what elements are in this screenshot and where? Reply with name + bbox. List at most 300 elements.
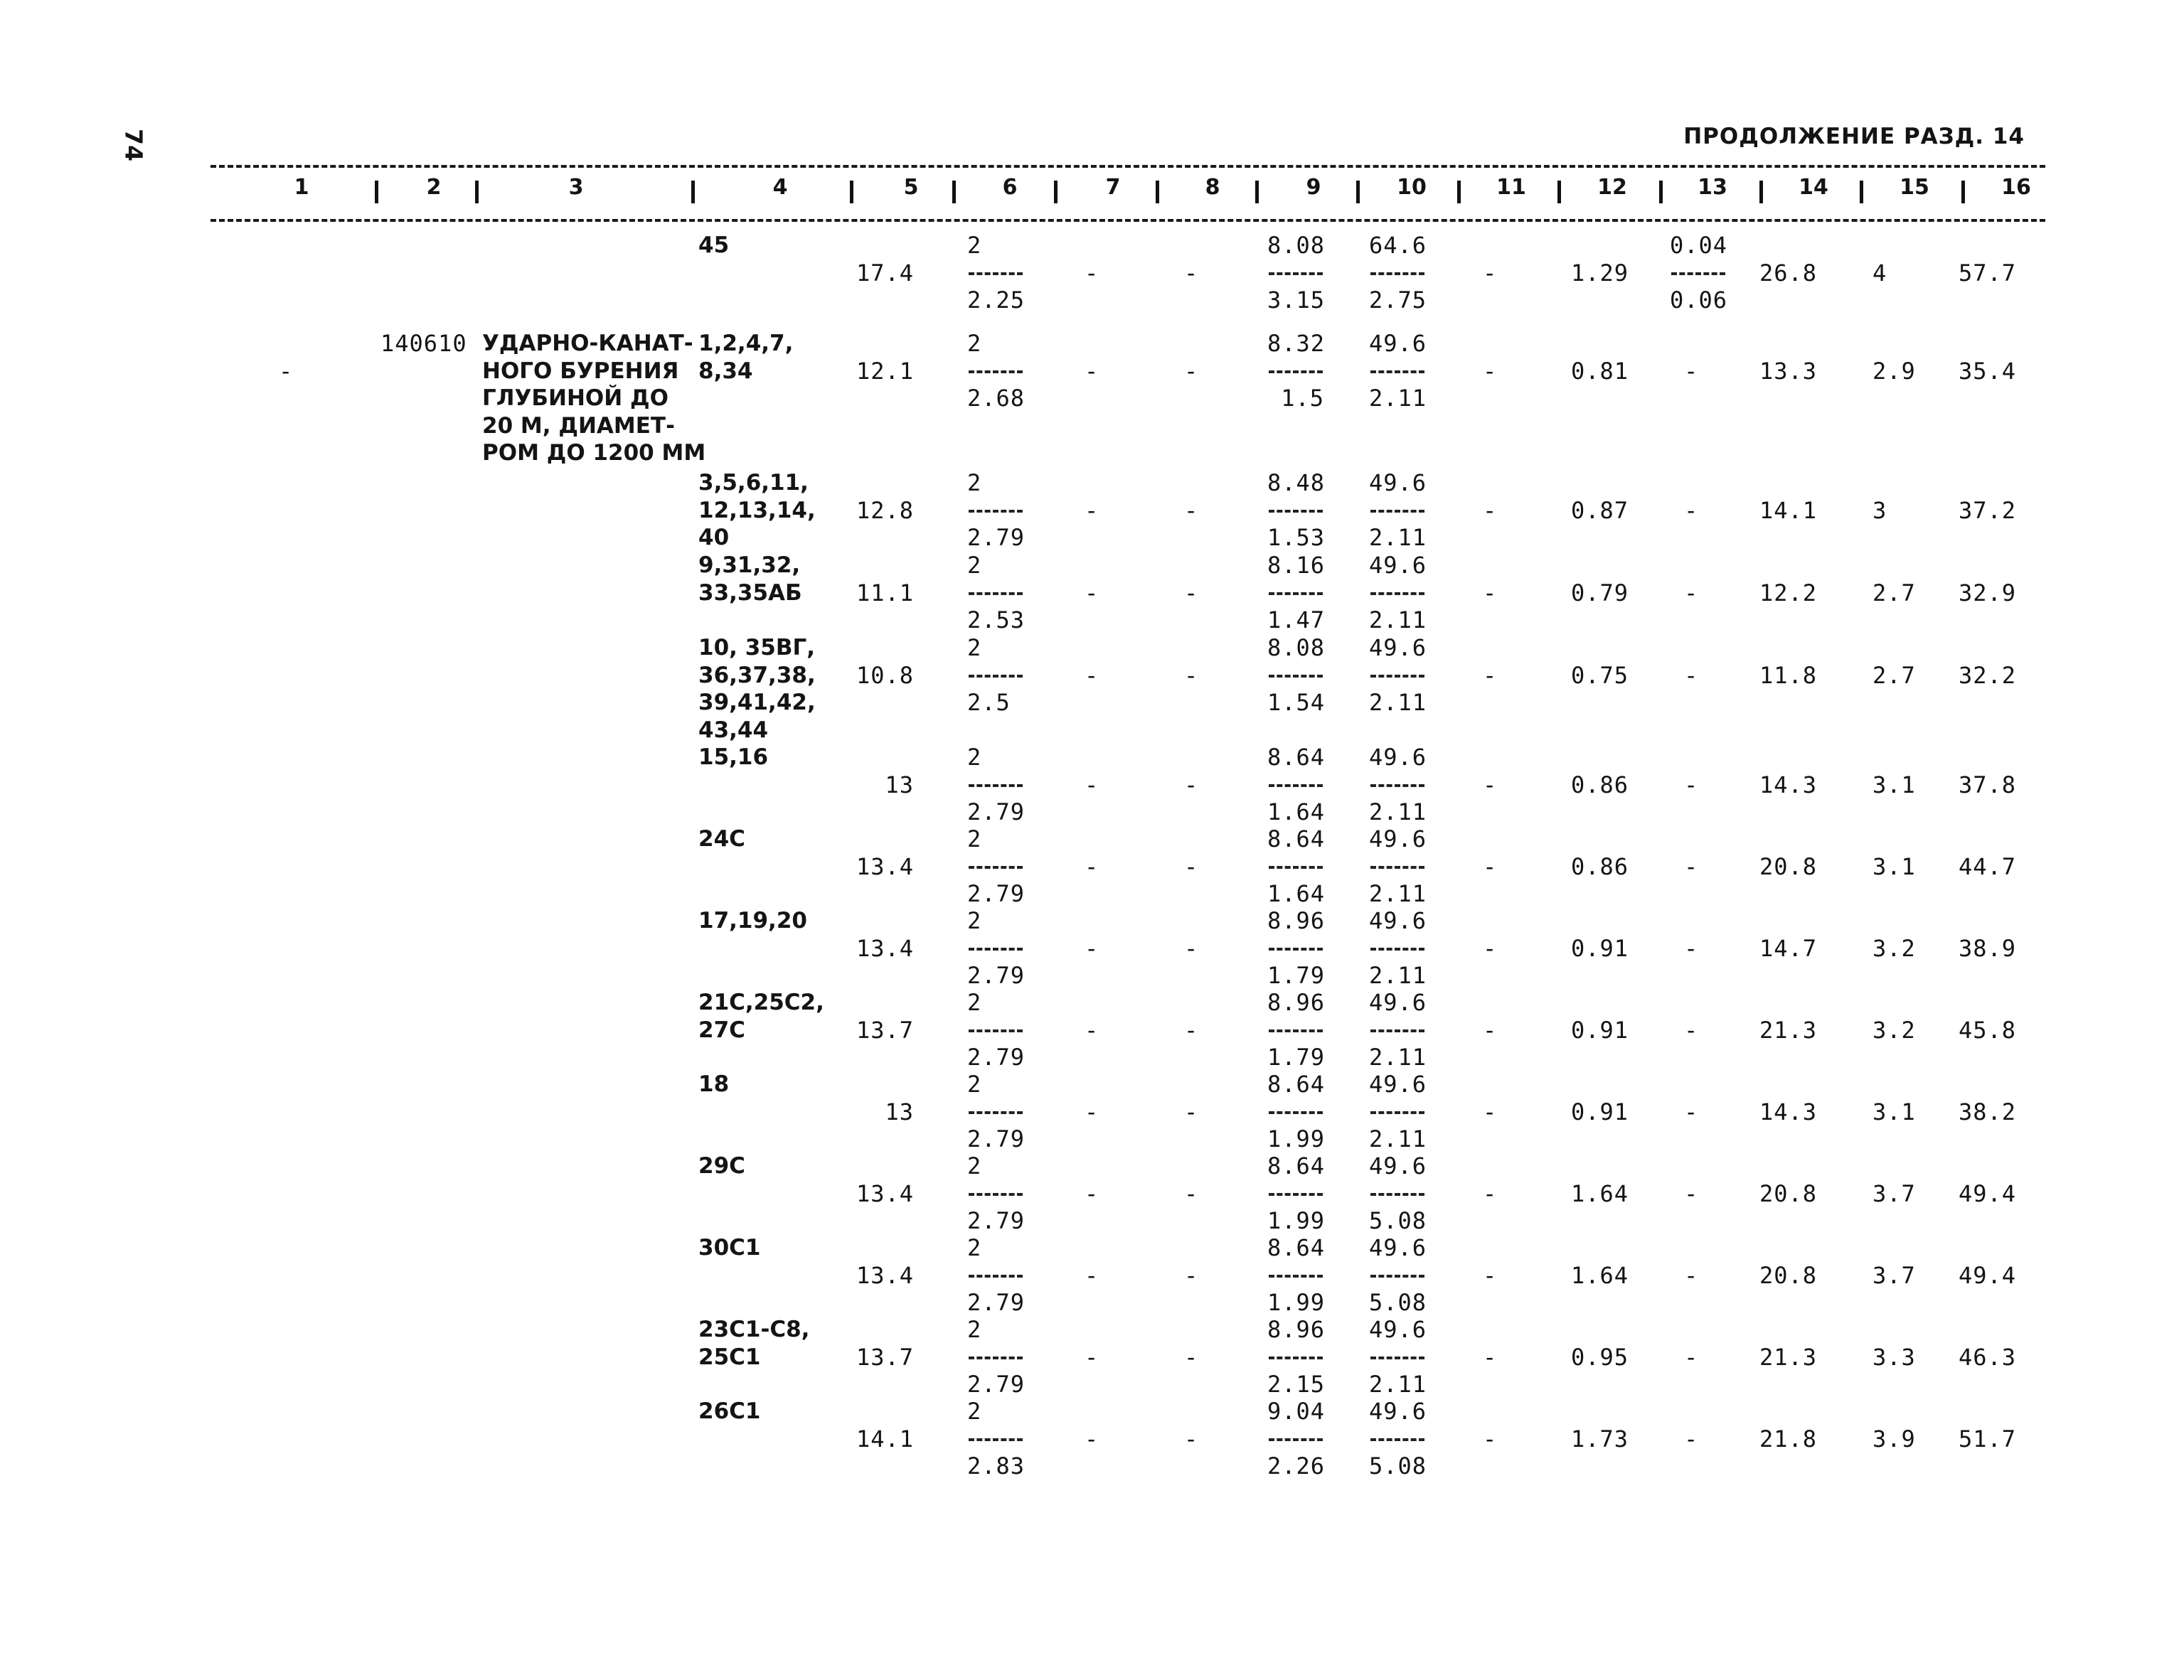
col5-value: 13.4 bbox=[856, 852, 914, 880]
col8-value: - bbox=[1184, 1343, 1199, 1371]
fraction-bar bbox=[1369, 260, 1426, 287]
col10-fraction-numerator: 49.6 bbox=[1369, 330, 1427, 357]
fraction-bar bbox=[1267, 853, 1324, 881]
fraction-bar bbox=[967, 853, 1024, 881]
col6-fraction bbox=[967, 1398, 1024, 1480]
col9-fraction-denominator: 1.64 bbox=[1267, 880, 1326, 908]
col10-fraction-denominator: 5.08 bbox=[1369, 1207, 1427, 1235]
col7-value: - bbox=[1085, 357, 1099, 385]
col9-fraction-denominator: 1.5 bbox=[1281, 385, 1324, 412]
col10-fraction-numerator: 49.6 bbox=[1369, 1234, 1427, 1261]
col16-value: 38.2 bbox=[1958, 1098, 2016, 1125]
col8-value: - bbox=[1184, 1016, 1199, 1044]
col14-value: 14.7 bbox=[1759, 934, 1817, 962]
col4-reference: 10, 35ВГ, 36,37,38, 39,41,42, 43,44 bbox=[698, 635, 816, 743]
col11-value: - bbox=[1483, 1098, 1498, 1125]
col9-fraction-numerator: 8.96 bbox=[1267, 907, 1326, 934]
fraction-bar bbox=[1369, 662, 1426, 690]
column-header-row bbox=[0, 175, 2184, 210]
col6-fraction-numerator: 2 bbox=[967, 1316, 982, 1343]
column-separator bbox=[1659, 181, 1663, 203]
col9-fraction-numerator: 8.64 bbox=[1267, 1071, 1326, 1098]
col13-fraction bbox=[1670, 232, 1727, 314]
col11-value: - bbox=[1483, 1179, 1498, 1207]
col10-fraction bbox=[1369, 744, 1426, 826]
col8-value: - bbox=[1184, 1098, 1199, 1125]
fraction-bar bbox=[1670, 260, 1727, 287]
col12-value: 0.91 bbox=[1570, 1098, 1629, 1125]
column-header-4: 4 bbox=[772, 175, 788, 200]
fraction-bar bbox=[967, 771, 1024, 799]
col7-value: - bbox=[1085, 1261, 1099, 1289]
col4-reference: 9,31,32, 33,35АБ bbox=[698, 552, 802, 606]
col9-fraction-numerator: 8.32 bbox=[1267, 330, 1326, 357]
col9-fraction-denominator: 3.15 bbox=[1267, 287, 1326, 314]
col4-reference: 23С1-С8, 25С1 bbox=[698, 1317, 810, 1370]
col16-value: 45.8 bbox=[1958, 1016, 2016, 1044]
col10-fraction-denominator: 2.11 bbox=[1369, 1044, 1427, 1071]
col14-value: 20.8 bbox=[1759, 1261, 1817, 1289]
col10-fraction-denominator: 2.75 bbox=[1369, 287, 1427, 314]
table-row bbox=[0, 907, 2184, 993]
fraction-bar bbox=[1369, 935, 1426, 963]
column-separator bbox=[1557, 181, 1561, 203]
col13-value: - bbox=[1684, 1261, 1699, 1289]
col10-fraction bbox=[1369, 469, 1426, 552]
col9-fraction-numerator: 8.48 bbox=[1267, 469, 1326, 496]
col6-fraction bbox=[967, 1071, 1024, 1153]
fraction-bar bbox=[1369, 1017, 1426, 1044]
column-header-16: 16 bbox=[2001, 175, 2031, 200]
fraction-bar bbox=[967, 1098, 1024, 1126]
col10-fraction bbox=[1369, 330, 1426, 412]
col6-fraction bbox=[967, 232, 1024, 314]
col13-value: - bbox=[1684, 1425, 1699, 1452]
col12-value: 0.79 bbox=[1570, 579, 1629, 606]
col9-fraction bbox=[1267, 469, 1324, 552]
col9-fraction-denominator: 2.26 bbox=[1267, 1452, 1326, 1480]
col16-value: 46.3 bbox=[1958, 1343, 2016, 1371]
col4-reference: 18 bbox=[698, 1071, 730, 1097]
column-separator bbox=[1759, 181, 1763, 203]
column-separator bbox=[1860, 181, 1863, 203]
col13-value: - bbox=[1684, 934, 1699, 962]
col11-value: - bbox=[1483, 259, 1498, 287]
column-header-5: 5 bbox=[903, 175, 919, 200]
col5-value: 13 bbox=[885, 771, 914, 798]
col11-value: - bbox=[1483, 661, 1498, 689]
col13-value: - bbox=[1684, 661, 1699, 689]
col4-reference: 24С bbox=[698, 826, 745, 852]
col10-fraction-numerator: 49.6 bbox=[1369, 907, 1427, 934]
fraction-bar bbox=[1369, 1425, 1426, 1453]
col11-value: - bbox=[1483, 579, 1498, 606]
col6-fraction bbox=[967, 989, 1024, 1071]
col9-fraction bbox=[1267, 825, 1324, 908]
col5-value: 12.8 bbox=[856, 496, 914, 524]
col4-reference: 1,2,4,7, 8,34 bbox=[698, 331, 794, 384]
col14-value: 20.8 bbox=[1759, 1179, 1817, 1207]
col12-value: 0.95 bbox=[1570, 1343, 1629, 1371]
col4-reference: 15,16 bbox=[698, 744, 769, 770]
col11-value: - bbox=[1483, 1425, 1498, 1452]
col6-fraction-denominator: 2.53 bbox=[967, 606, 1026, 634]
col13-value: - bbox=[1684, 496, 1699, 524]
col16-value: 35.4 bbox=[1958, 357, 2016, 385]
col10-fraction-numerator: 49.6 bbox=[1369, 1398, 1427, 1425]
col10-fraction-denominator: 2.11 bbox=[1369, 524, 1427, 552]
col12-value: 1.64 bbox=[1570, 1179, 1629, 1207]
col10-fraction-denominator: 2.11 bbox=[1369, 880, 1427, 908]
col6-fraction bbox=[967, 1316, 1024, 1398]
col11-value: - bbox=[1483, 852, 1498, 880]
fraction-bar bbox=[1267, 1098, 1324, 1126]
col13-value: - bbox=[1684, 1098, 1699, 1125]
col7-value: - bbox=[1085, 1425, 1099, 1452]
col4-reference: 3,5,6,11, 12,13,14, 40 bbox=[698, 470, 816, 551]
fraction-bar bbox=[967, 1262, 1024, 1290]
col8-value: - bbox=[1184, 1179, 1199, 1207]
col5-value: 13.7 bbox=[856, 1016, 914, 1044]
col8-value: - bbox=[1184, 357, 1199, 385]
fraction-bar bbox=[1267, 662, 1324, 690]
col14-value: 21.8 bbox=[1759, 1425, 1817, 1452]
fraction-bar bbox=[967, 1344, 1024, 1371]
col9-fraction-numerator: 8.96 bbox=[1267, 989, 1326, 1016]
section-continuation-title: ПРОДОЛЖЕНИЕ РАЗД. 14 bbox=[1683, 124, 2025, 149]
col8-value: - bbox=[1184, 259, 1199, 287]
col11-value: - bbox=[1483, 934, 1498, 962]
table-row bbox=[0, 1071, 2184, 1156]
col6-fraction-denominator: 2.79 bbox=[967, 1289, 1026, 1317]
col13-fraction-denominator: 0.06 bbox=[1670, 287, 1728, 314]
col10-fraction bbox=[1369, 552, 1426, 634]
col8-value: - bbox=[1184, 496, 1199, 524]
col10-fraction-denominator: 2.11 bbox=[1369, 1371, 1427, 1398]
col15-value: 2.9 bbox=[1873, 357, 1916, 385]
col9-fraction-denominator: 1.99 bbox=[1267, 1289, 1326, 1317]
col6-fraction bbox=[967, 1234, 1024, 1317]
fraction-bar bbox=[1369, 358, 1426, 385]
col9-fraction-denominator: 1.79 bbox=[1267, 1044, 1326, 1071]
fraction-bar bbox=[967, 1180, 1024, 1208]
col14-value: 21.3 bbox=[1759, 1343, 1817, 1371]
col8-value: - bbox=[1184, 1425, 1199, 1452]
col11-value: - bbox=[1483, 357, 1498, 385]
col9-fraction-numerator: 8.64 bbox=[1267, 1152, 1326, 1179]
col9-fraction bbox=[1267, 1071, 1324, 1153]
col15-value: 3.2 bbox=[1873, 1016, 1916, 1044]
col5-value: 13.4 bbox=[856, 1261, 914, 1289]
col13-value: - bbox=[1684, 579, 1699, 606]
table-row bbox=[0, 1234, 2184, 1320]
col6-fraction-numerator: 2 bbox=[967, 469, 982, 496]
column-header-6: 6 bbox=[1002, 175, 1018, 200]
col6-fraction bbox=[967, 907, 1024, 990]
col16-value: 57.7 bbox=[1958, 259, 2016, 287]
col15-value: 3 bbox=[1873, 496, 1887, 524]
table-row bbox=[0, 825, 2184, 911]
col10-fraction-denominator: 5.08 bbox=[1369, 1452, 1427, 1480]
col6-fraction bbox=[967, 469, 1024, 552]
col6-fraction-numerator: 2 bbox=[967, 825, 982, 852]
col4-reference: 30С1 bbox=[698, 1235, 761, 1261]
col6-fraction-numerator: 2 bbox=[967, 1234, 982, 1261]
col12-value: 0.75 bbox=[1570, 661, 1629, 689]
col15-value: 3.2 bbox=[1873, 934, 1916, 962]
table-row bbox=[0, 634, 2184, 743]
col9-fraction bbox=[1267, 989, 1324, 1071]
col10-fraction-numerator: 64.6 bbox=[1369, 232, 1427, 259]
fraction-bar bbox=[1267, 1425, 1324, 1453]
col7-value: - bbox=[1085, 496, 1099, 524]
col9-fraction-numerator: 8.64 bbox=[1267, 825, 1326, 852]
col11-value: - bbox=[1483, 1016, 1498, 1044]
col9-fraction bbox=[1267, 1152, 1324, 1235]
col10-fraction bbox=[1369, 232, 1426, 314]
col7-value: - bbox=[1085, 934, 1099, 962]
col7-value: - bbox=[1085, 579, 1099, 606]
col16-value: 38.9 bbox=[1958, 934, 2016, 962]
col6-fraction-numerator: 2 bbox=[967, 232, 982, 259]
col10-fraction-numerator: 49.6 bbox=[1369, 1152, 1427, 1179]
col13-value: - bbox=[1684, 1179, 1699, 1207]
col10-fraction bbox=[1369, 634, 1426, 717]
col14-value: 20.8 bbox=[1759, 852, 1817, 880]
col11-value: - bbox=[1483, 771, 1498, 798]
column-separator bbox=[952, 181, 956, 203]
col15-value: 2.7 bbox=[1873, 661, 1916, 689]
column-header-15: 15 bbox=[1900, 175, 1929, 200]
col6-fraction-numerator: 2 bbox=[967, 907, 982, 934]
col6-fraction bbox=[967, 634, 1024, 717]
fraction-bar bbox=[967, 260, 1024, 287]
fraction-bar bbox=[1267, 935, 1324, 963]
col16-value: 51.7 bbox=[1958, 1425, 2016, 1452]
column-separator bbox=[375, 181, 378, 203]
fraction-bar bbox=[1267, 1262, 1324, 1290]
column-separator bbox=[691, 181, 695, 203]
col14-value: 12.2 bbox=[1759, 579, 1817, 606]
column-header-10: 10 bbox=[1397, 175, 1427, 200]
table-header-rule bbox=[211, 219, 2045, 222]
column-separator bbox=[1457, 181, 1461, 203]
table-row bbox=[0, 1152, 2184, 1238]
col8-value: - bbox=[1184, 771, 1199, 798]
column-separator bbox=[475, 181, 479, 203]
col15-value: 3.1 bbox=[1873, 1098, 1916, 1125]
col16-value: 49.4 bbox=[1958, 1261, 2016, 1289]
col4-reference: 17,19,20 bbox=[698, 908, 807, 933]
col4-reference: 26С1 bbox=[698, 1398, 761, 1424]
col1-cell: - bbox=[279, 357, 294, 385]
col9-fraction-denominator: 1.54 bbox=[1267, 689, 1326, 717]
col9-fraction-numerator: 8.64 bbox=[1267, 1234, 1326, 1261]
col5-value: 17.4 bbox=[856, 259, 914, 287]
column-separator bbox=[1255, 181, 1259, 203]
col10-fraction-numerator: 49.6 bbox=[1369, 634, 1427, 661]
col10-fraction bbox=[1369, 1316, 1426, 1398]
col6-fraction-denominator: 2.79 bbox=[967, 524, 1026, 552]
col14-value: 14.1 bbox=[1759, 496, 1817, 524]
table-row bbox=[0, 1398, 2184, 1483]
fraction-bar bbox=[1369, 771, 1426, 799]
column-header-14: 14 bbox=[1799, 175, 1828, 200]
col12-value: 1.64 bbox=[1570, 1261, 1629, 1289]
col7-value: - bbox=[1085, 771, 1099, 798]
col8-value: - bbox=[1184, 852, 1199, 880]
col15-value: 4 bbox=[1873, 259, 1887, 287]
col7-value: - bbox=[1085, 1016, 1099, 1044]
column-header-2: 2 bbox=[426, 175, 442, 200]
col10-fraction bbox=[1369, 1071, 1426, 1153]
col10-fraction-numerator: 49.6 bbox=[1369, 989, 1427, 1016]
fraction-bar bbox=[967, 662, 1024, 690]
col15-value: 3.3 bbox=[1873, 1343, 1916, 1371]
col10-fraction-denominator: 2.11 bbox=[1369, 798, 1427, 826]
col10-fraction-numerator: 49.6 bbox=[1369, 744, 1427, 771]
col6-fraction-numerator: 2 bbox=[967, 1398, 982, 1425]
col12-value: 1.29 bbox=[1570, 259, 1629, 287]
col6-fraction-numerator: 2 bbox=[967, 1071, 982, 1098]
col6-fraction-numerator: 2 bbox=[967, 744, 982, 771]
col6-fraction bbox=[967, 552, 1024, 634]
col6-fraction-numerator: 2 bbox=[967, 1152, 982, 1179]
table-row bbox=[0, 989, 2184, 1074]
col10-fraction bbox=[1369, 1234, 1426, 1317]
col6-fraction-denominator: 2.83 bbox=[967, 1452, 1026, 1480]
col14-value: 26.8 bbox=[1759, 259, 1817, 287]
col9-fraction-denominator: 1.99 bbox=[1267, 1125, 1326, 1153]
col11-value: - bbox=[1483, 496, 1498, 524]
col6-fraction-numerator: 2 bbox=[967, 989, 982, 1016]
col15-value: 3.9 bbox=[1873, 1425, 1916, 1452]
col16-value: 49.4 bbox=[1958, 1179, 2016, 1207]
col14-value: 14.3 bbox=[1759, 1098, 1817, 1125]
col5-value: 12.1 bbox=[856, 357, 914, 385]
col9-fraction bbox=[1267, 744, 1324, 826]
column-separator bbox=[1356, 181, 1360, 203]
column-header-3: 3 bbox=[568, 175, 584, 200]
col12-value: 0.86 bbox=[1570, 852, 1629, 880]
col6-fraction-denominator: 2.79 bbox=[967, 798, 1026, 826]
fraction-bar bbox=[1369, 853, 1426, 881]
col7-value: - bbox=[1085, 259, 1099, 287]
table-row bbox=[0, 232, 2184, 317]
col6-fraction-denominator: 2.79 bbox=[967, 1125, 1026, 1153]
col16-value: 44.7 bbox=[1958, 852, 2016, 880]
col16-value: 32.2 bbox=[1958, 661, 2016, 689]
col9-fraction bbox=[1267, 907, 1324, 990]
col5-value: 13.7 bbox=[856, 1343, 914, 1371]
col9-fraction-denominator: 2.15 bbox=[1267, 1371, 1326, 1398]
col12-value: 0.87 bbox=[1570, 496, 1629, 524]
col6-fraction-denominator: 2.79 bbox=[967, 1044, 1026, 1071]
col6-fraction bbox=[967, 1152, 1024, 1235]
col16-value: 32.9 bbox=[1958, 579, 2016, 606]
col13-value: - bbox=[1684, 357, 1699, 385]
column-header-11: 11 bbox=[1496, 175, 1526, 200]
col6-fraction-denominator: 2.79 bbox=[967, 962, 1026, 990]
fraction-bar bbox=[967, 358, 1024, 385]
col6-fraction-numerator: 2 bbox=[967, 634, 982, 661]
col9-fraction-numerator: 8.64 bbox=[1267, 744, 1326, 771]
col13-value: - bbox=[1684, 1343, 1699, 1371]
col6-fraction-denominator: 2.5 bbox=[967, 689, 1011, 717]
col6-fraction-denominator: 2.79 bbox=[967, 880, 1026, 908]
table-top-rule bbox=[211, 165, 2045, 168]
col6-fraction-numerator: 2 bbox=[967, 330, 982, 357]
col9-fraction bbox=[1267, 552, 1324, 634]
table-row bbox=[0, 469, 2184, 555]
col5-value: 13.4 bbox=[856, 934, 914, 962]
col6-fraction bbox=[967, 744, 1024, 826]
col6-fraction-denominator: 2.79 bbox=[967, 1207, 1026, 1235]
col6-fraction bbox=[967, 825, 1024, 908]
fraction-bar bbox=[967, 935, 1024, 963]
col9-fraction-denominator: 1.64 bbox=[1267, 798, 1326, 826]
table-row bbox=[0, 330, 2184, 466]
col12-value: 0.86 bbox=[1570, 771, 1629, 798]
col10-fraction-numerator: 49.6 bbox=[1369, 469, 1427, 496]
col8-value: - bbox=[1184, 934, 1199, 962]
fraction-bar bbox=[967, 1425, 1024, 1453]
col5-value: 10.8 bbox=[856, 661, 914, 689]
column-separator bbox=[1961, 181, 1965, 203]
fraction-bar bbox=[1267, 1344, 1324, 1371]
fraction-bar bbox=[1369, 1344, 1426, 1371]
col14-value: 11.8 bbox=[1759, 661, 1817, 689]
col10-fraction-denominator: 2.11 bbox=[1369, 385, 1427, 412]
col4-reference: 21С,25С2, 27С bbox=[698, 990, 824, 1043]
col13-value: - bbox=[1684, 771, 1699, 798]
col13-fraction-numerator: 0.04 bbox=[1670, 232, 1728, 259]
col9-fraction-numerator: 9.04 bbox=[1267, 1398, 1326, 1425]
col15-value: 3.7 bbox=[1873, 1179, 1916, 1207]
fraction-bar bbox=[1369, 579, 1426, 607]
col7-value: - bbox=[1085, 1343, 1099, 1371]
col14-value: 21.3 bbox=[1759, 1016, 1817, 1044]
col6-fraction-denominator: 2.68 bbox=[967, 385, 1026, 412]
col9-fraction bbox=[1267, 232, 1324, 314]
col6-fraction bbox=[967, 330, 1024, 412]
fraction-bar bbox=[967, 497, 1024, 525]
col9-fraction-numerator: 8.08 bbox=[1267, 232, 1326, 259]
col8-value: - bbox=[1184, 579, 1199, 606]
column-header-9: 9 bbox=[1306, 175, 1321, 200]
col15-value: 3.1 bbox=[1873, 771, 1916, 798]
column-header-12: 12 bbox=[1597, 175, 1627, 200]
col12-value: 0.81 bbox=[1570, 357, 1629, 385]
col7-value: - bbox=[1085, 1098, 1099, 1125]
col14-value: 13.3 bbox=[1759, 357, 1817, 385]
col10-fraction-numerator: 49.6 bbox=[1369, 1316, 1427, 1343]
col5-value: 11.1 bbox=[856, 579, 914, 606]
col10-fraction-denominator: 2.11 bbox=[1369, 606, 1427, 634]
col13-value: - bbox=[1684, 1016, 1699, 1044]
col10-fraction-denominator: 2.11 bbox=[1369, 962, 1427, 990]
col12-value: 0.91 bbox=[1570, 1016, 1629, 1044]
col10-fraction-numerator: 49.6 bbox=[1369, 825, 1427, 852]
fraction-bar bbox=[1267, 771, 1324, 799]
col13-value: - bbox=[1684, 852, 1699, 880]
column-separator bbox=[850, 181, 853, 203]
col10-fraction-denominator: 2.11 bbox=[1369, 1125, 1427, 1153]
col9-fraction bbox=[1267, 634, 1324, 717]
col10-fraction-denominator: 5.08 bbox=[1369, 1289, 1427, 1317]
col15-value: 3.7 bbox=[1873, 1261, 1916, 1289]
col10-fraction-numerator: 49.6 bbox=[1369, 552, 1427, 579]
